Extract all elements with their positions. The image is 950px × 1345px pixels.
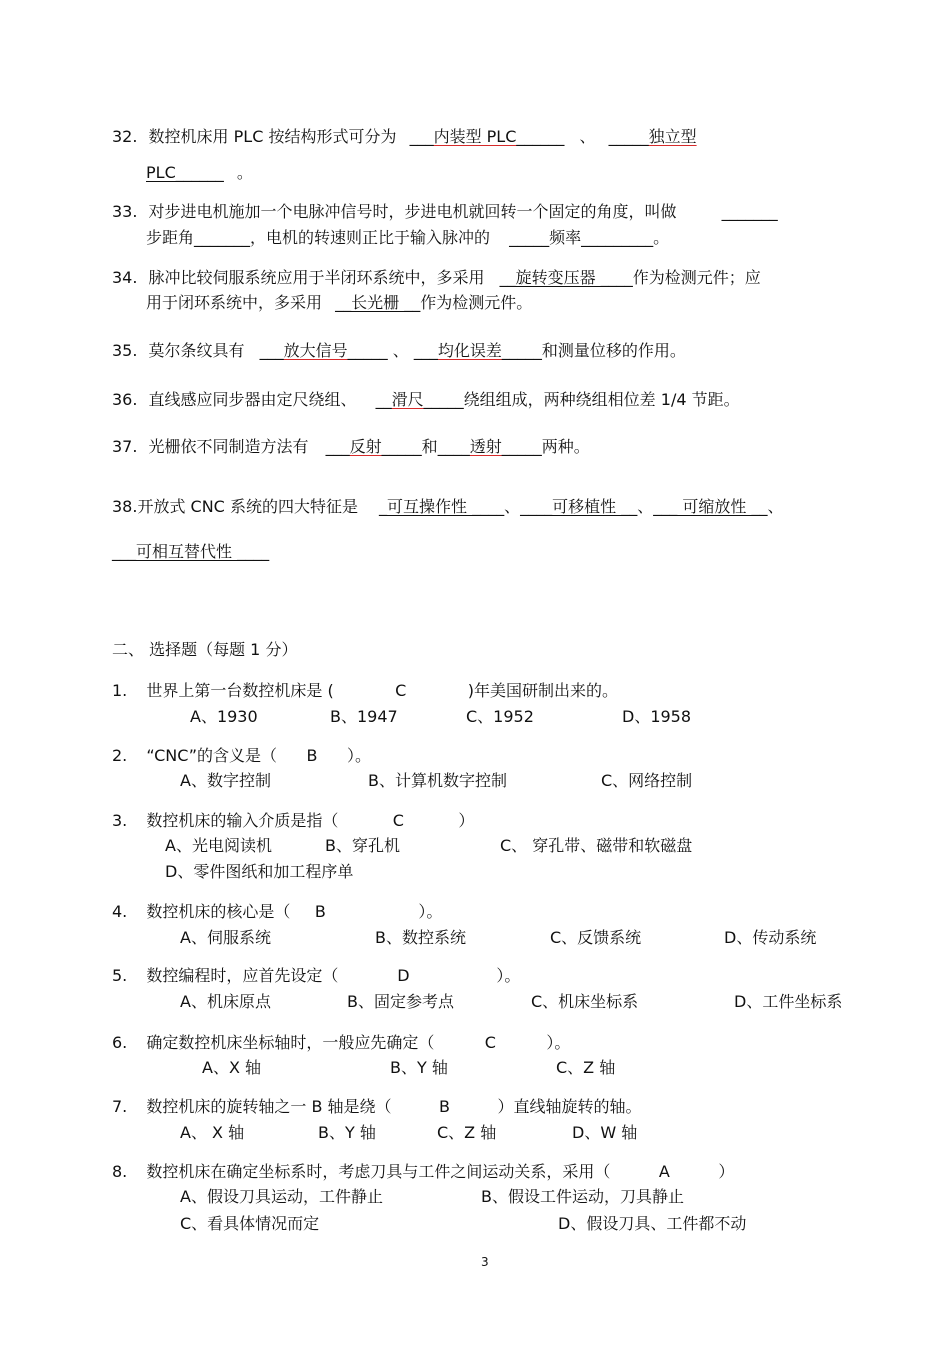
q34-l1b: 作为检测元件；应 (632, 268, 761, 287)
mc-1-close: )年美国研制出来的。 (467, 681, 618, 700)
q34-blank-2: __长光栅 __ (335, 293, 421, 312)
q33-l2a: 步距角 (146, 228, 195, 247)
mc-2-opt-b: B、计算机数字控制 (368, 771, 507, 790)
mc-4-opt-d: D、传动系统 (724, 928, 817, 947)
mc-8-opt-c: C、看具体情况而定 (180, 1214, 320, 1233)
mc-2-stem (112, 745, 371, 767)
q35-line (112, 340, 686, 362)
mc-7-opt-b: B、Y 轴 (318, 1123, 376, 1142)
q34-line2 (146, 292, 532, 314)
q38-blank-2: ____可移植性 __ (520, 497, 638, 516)
mc-6-opt-c: C、Z 轴 (556, 1058, 616, 1077)
mc-1-text: 世界上第一台数控机床是 ( (146, 681, 334, 700)
mc-7-text: 数控机床的旋转轴之一 B 轴是绕（ (146, 1097, 392, 1116)
q38-line1 (112, 496, 783, 518)
q37-line (112, 436, 590, 458)
q33-blank-1: _______ (721, 202, 778, 221)
mc-3-stem (112, 810, 474, 832)
mc-4-opt-b: B、数控系统 (375, 928, 466, 947)
mc-5-stem (112, 965, 520, 987)
mc-3-opt-a: A、光电阅读机 (165, 836, 272, 855)
mc-7-opt-c: C、Z 轴 (437, 1123, 497, 1142)
mc-2-text: “CNC”的含义是（ (146, 746, 277, 765)
mc-1-opt-b: B、1947 (330, 707, 398, 726)
mc-7-stem (112, 1096, 642, 1118)
mc-4-text: 数控机床的核心是（ (146, 902, 291, 921)
q34-num: 34. (112, 268, 138, 287)
q32-end: 。 (236, 163, 253, 182)
mc-2-num: 2. (112, 746, 128, 765)
mc-5-opt-a: A、机床原点 (180, 992, 271, 1011)
page-number: 3 (481, 1255, 489, 1269)
mc-4-close: ）。 (418, 902, 443, 921)
mc-2-close: ）。 (346, 746, 371, 765)
q33-line2 (146, 227, 669, 249)
q37-blank-1: ___反射_____ (325, 437, 422, 456)
mc-5-close: ）。 (496, 966, 521, 985)
q36-num: 36. (112, 390, 138, 409)
mc-4-opt-c: C、反馈系统 (550, 928, 642, 947)
mc-2-opt-c: C、网络控制 (601, 771, 693, 790)
mc-1-stem (112, 680, 618, 702)
mc-6-text: 确定数控机床坐标轴时，一般应先确定（ (146, 1033, 435, 1052)
mc-6-close: ）。 (546, 1033, 571, 1052)
mc-1-opt-c: C、1952 (466, 707, 534, 726)
mc-5-opt-d: D、工件坐标系 (734, 992, 843, 1011)
mc-5-text: 数控编程时，应首先设定（ (146, 966, 339, 985)
q35-sep: 、 (392, 341, 409, 360)
q36-line (112, 389, 740, 411)
q32-blank-1: ___内装型 PLC______ (409, 127, 565, 146)
mc-5-num: 5. (112, 966, 128, 985)
mc-6-answer: C (484, 1033, 496, 1052)
mc-1-num: 1. (112, 681, 128, 700)
q33-blank-2: _______ (194, 228, 251, 247)
q33-line1 (112, 201, 778, 223)
mc-8-opt-b: B、假设工件运动，刀具静止 (481, 1187, 684, 1206)
mc-8-stem (112, 1161, 734, 1183)
q32-sep: 、 (579, 127, 596, 146)
q35-blank-1: ___放大信号_____ (259, 341, 388, 360)
mc-6-stem (112, 1032, 570, 1054)
mc-3-opt-c: C、 穿孔带、磁带和软磁盘 (500, 836, 693, 855)
mc-7-close: ）直线轴旋转的轴。 (497, 1097, 642, 1116)
q35-blank-2: ___均化误差_____ (413, 341, 542, 360)
mc-3-opt-b: B、穿孔机 (325, 836, 400, 855)
q33-l2b: ，电机的转速则正比于输入脉冲的 (250, 228, 491, 247)
q35-text: 莫尔条纹具有 (148, 341, 245, 360)
mc-5-opt-b: B、固定参考点 (347, 992, 454, 1011)
mc-7-num: 7. (112, 1097, 128, 1116)
q38-sep1: 、 (504, 497, 521, 516)
q38-num: 38. (112, 497, 138, 516)
mc-1-opt-d: D、1958 (622, 707, 692, 726)
q32-line1 (112, 126, 697, 148)
mc-8-text: 数控机床在确定坐标系时，考虑刀具与工件之间运动关系，采用（ (146, 1162, 611, 1181)
q32-blank-2: _____独立型 (608, 127, 697, 146)
q38-blank-4: ___可相互替代性 ____ (112, 542, 270, 561)
q36-blank-1: __滑尺_____ (375, 390, 464, 409)
q34-blank-1: __旋转变压器 ____ (499, 268, 633, 287)
mc-4-opt-a: A、伺服系统 (180, 928, 271, 947)
q32-line2 (146, 162, 253, 184)
q37-end: 两种。 (541, 437, 590, 456)
mc-2-answer: B (306, 746, 318, 765)
mc-4-answer: B (314, 902, 326, 921)
q37-blank-2: ____透射_____ (437, 437, 542, 456)
mc-3-close: ） (458, 811, 475, 830)
mc-7-opt-a: A、 X 轴 (180, 1123, 245, 1142)
mc-4-stem (112, 901, 442, 923)
q32-blank-3: PLC______ (146, 163, 224, 182)
q34-text: 脉冲比较伺服系统应用于半闭环系统中，多采用 (148, 268, 485, 287)
mc-6-num: 6. (112, 1033, 128, 1052)
q37-text: 光栅依不同制造方法有 (148, 437, 309, 456)
q37-mid: 和 (421, 437, 438, 456)
q35-num: 35. (112, 341, 138, 360)
mc-4-num: 4. (112, 902, 128, 921)
mc-3-opt-d: D、零件图纸和加工程序单 (165, 862, 354, 881)
mc-6-opt-a: A、X 轴 (202, 1058, 261, 1077)
mc-1-answer: C (395, 681, 407, 700)
q36-text: 直线感应同步器由定尺绕组、 (148, 390, 357, 409)
mc-7-opt-d: D、W 轴 (572, 1123, 638, 1142)
mc-5-answer: D (397, 966, 410, 985)
q34-line1 (112, 267, 761, 289)
mc-7-answer: B (439, 1097, 450, 1116)
mc-3-text: 数控机床的输入介质是指（ (146, 811, 339, 830)
mc-8-opt-d: D、假设刀具、工件都不动 (558, 1214, 747, 1233)
q38-text: 开放式 CNC 系统的四大特征是 (137, 497, 358, 516)
q32-num: 32. (112, 127, 138, 146)
mc-6-opt-b: B、Y 轴 (390, 1058, 448, 1077)
q37-num: 37. (112, 437, 138, 456)
mc-1-opt-a: A、1930 (190, 707, 258, 726)
mc-8-opt-a: A、假设刀具运动，工件静止 (180, 1187, 383, 1206)
q38-blank-1: _可互操作性 ____ (379, 497, 505, 516)
q33-blank-4: _________ (581, 228, 654, 247)
q33-blank-3: _____ (509, 228, 550, 247)
q34-l2a: 用于闭环系统中，多采用 (146, 293, 323, 312)
q32-text: 数控机床用 PLC 按结构形式可分为 (148, 127, 397, 146)
q36-end: 绕组组成，两种绕组相位差 1/4 节距。 (463, 390, 740, 409)
q33-text: 对步进电机施加一个电脉冲信号时，步进电机就回转一个固定的角度，叫做 (148, 202, 677, 221)
mc-8-close: ） (718, 1162, 735, 1181)
q38-blank-3: ___ 可缩放性 __ (653, 497, 768, 516)
mc-5-opt-c: C、机床坐标系 (531, 992, 639, 1011)
mc-3-answer: C (392, 811, 404, 830)
mc-8-num: 8. (112, 1162, 128, 1181)
q33-num: 33. (112, 202, 138, 221)
q34-l2b: 作为检测元件。 (420, 293, 533, 312)
q35-end: 和测量位移的作用。 (541, 341, 686, 360)
q33-end: 。 (653, 228, 670, 247)
mc-3-num: 3. (112, 811, 128, 830)
q38-sep3: 、 (767, 497, 784, 516)
q33-l2c: 频率 (549, 228, 582, 247)
q38-sep2: 、 (637, 497, 654, 516)
mc-8-answer: A (658, 1162, 670, 1181)
q38-line2 (112, 541, 269, 563)
section-title: 二、 选择题（每题 1 分） (112, 640, 298, 659)
mc-2-opt-a: A、数字控制 (180, 771, 271, 790)
